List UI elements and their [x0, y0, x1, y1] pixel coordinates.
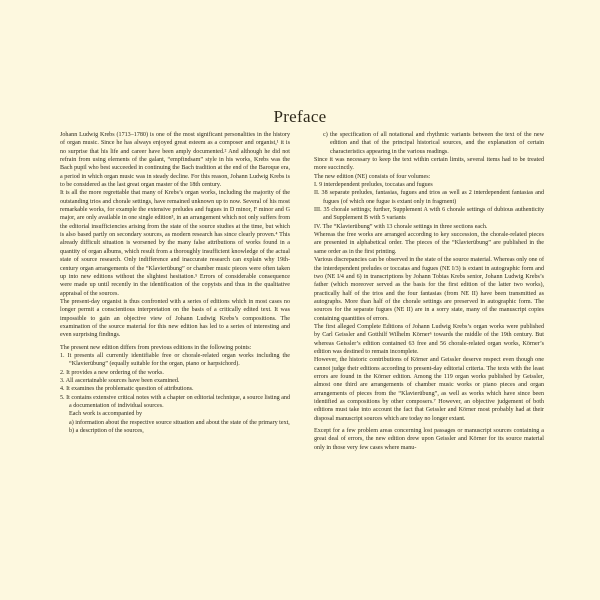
paragraph: Each work is accompanied by: [69, 411, 143, 418]
paragraph: Various discrepancies can be observed in the state of the source material. Whereas only one of the interdependent preludes or toccatas and fugues (NE I/3) is extant in autographic form and two (NE I/4 and 6) in transcriptions by Johann Tobias Krebs senior, Johann Ludwig Krebs’s father (which moreover served as the basis for the first edition of the latter two works), practically half of the trios and the four fantasias (from NE II) have been transmitted as autographs. More than half of the chorale settings are preserved in autographic form. The sources for the separate fugues (NE II) are in a sorry state, many of the manuscript copies containing quantities of errors.: [314, 257, 544, 322]
paragraph: The first alleged Complete Editions of Johann Ludwig Krebs’s organ works were published by Carl Geissler and Gotthilf Wilhelm Körner⁶ towards the middle of the 19th century. But whereas Geissler’s edition contained 63 free and 56 chorale-related organ works, Körner’s edition was destined to remain incomplete.: [314, 323, 544, 355]
paragraph: Johann Ludwig Krebs (1713–1780) is one of the most significant personalities in the history of organ music. Since he has always enjoyed great esteem as a composer and organist,¹ it is no surprise that his life and career have been amply documented.² And although he did not refrain from using elements of the galant, “empfindsam” style in his works, Krebs was the Bach pupil who best succeeded in continuing the Bach tradition at the end of the Baroque era, a period in which organ music was in steady decline. For this reason, Johann Ludwig Krebs is to be considered as the last great organ master of the 18th century.: [60, 132, 290, 189]
list-item: IV. The “Klavierübung” with 13 chorale settings in three sections each.: [314, 223, 488, 230]
page-title: Preface: [273, 107, 327, 126]
paragraph: However, the historic contributions of Körner and Geissler deserve respect even though one cannot judge their editions according to present-day editorial criteria. The texts with the least errors are found in the Körner edition. Among the 119 organ works published by Geissler, almost one third are arrangements of chamber music works or piano pieces and organ arrangements of pieces from the “Klavierübung”, as well as works which have since been identified as compositions by other composers.⁷ However, an objective judgement of both editions must take into account the fact that Geissler and Körner most probably had at their disposal manuscript sources which are today no longer extant.: [314, 357, 544, 422]
left-column: [60, 131, 290, 435]
list-item: c) the specification of all notational and rhythmic variants between the text of the new edition and that of the principal historical sources, and the explanation of certain characteristics appearing in the various readings.: [323, 132, 544, 155]
list-item: I. 9 interdependent preludes, toccatas and fugues: [314, 182, 433, 189]
paragraph: The new edition (NE) consists of four volumes:: [314, 173, 431, 180]
right-column: [314, 131, 544, 452]
list-item: 2. It provides a new ordering of the works.: [60, 369, 164, 376]
paragraph: The present-day organist is thus confronted with a series of editions which in most cases no longer permit a conscientious interpretation on the basis of a critically edited text. It was impossible to gain an objective view of Johann Ludwig Krebs’s compositions. The examination of the source material for this new edition has led to a series of interesting and even surprising findings.: [60, 298, 290, 339]
list-item: a) information about the respective source situation and about the state of the primary text,: [69, 419, 290, 426]
list-item: III. 35 chorale settings; further, Supplement A with 6 chorale settings of dubious authenticity and Supplement B with 5 variants: [314, 207, 544, 222]
list-item: II. 38 separate preludes, fantasias, fugues and trios as well as 2 interdependent fantasias and fugues (of which one fugue is extant only in fragment): [314, 190, 544, 205]
paragraph: The present new edition differs from previous editions in the following points:: [60, 344, 252, 351]
paragraph: Except for a few problem areas concerning lost passages or manuscript sources containing a great deal of errors, the new edition drew upon Geissler and Körner for its source material only in those very few cases where manu-: [314, 428, 544, 451]
paragraph: Whereas the free works are arranged according to key succession, the chorale-related pieces are presented in alphabetical order. The pieces of the “Klavierübung” are published in the same order as in the first printing.: [314, 232, 544, 255]
paragraph: Since it was necessary to keep the text within certain limits, several items had to be treated more succinctly.: [314, 157, 544, 172]
list-item: 1. It presents all currently identifiable free or chorale-related organ works including the “Klavierübung” (equally suitable for the organ, piano or harpsichord).: [60, 352, 290, 368]
list-item: b) a description of the sources,: [69, 428, 144, 435]
paragraph: It is all the more regrettable that many of Krebs’s organ works, including the majority of the outstanding trios and chorale settings, have remained unknown up to now. Several of his most remarkable works, for example the extensive preludes and fugues in D minor, F minor and G major, are only available in one single edition³, in an arrangement which not only suffers from the editorial insufficiencies arising from the state of the source studies at the time, but which is also based partly on secondary sources, as modern research has since clearly proven.⁴ This already difficult situation is worsened by the many false attributions of works found in a quantity of organ albums, which result from a thoroughly insufficient knowledge of the actual state of source research. Only indifference and inaccurate research can explain why 19th-century organ arrangements of the “Klavierübung” or chamber music pieces were often taken up into new editions without the slightest hesitation.⁵ Errors of considerable consequence were made up until recently in the identification of the copyists and thus in the qualitative appraisal of the sources.: [60, 190, 290, 297]
list-item: 3. All ascertainable sources have been examined.: [60, 377, 180, 384]
list-item: 5. It contains extensive critical notes with a chapter on editorial technique, a source listing and a documentation of individual sources.: [60, 394, 290, 409]
list-item: 4. It examines the problematic question of attributions.: [60, 386, 194, 393]
